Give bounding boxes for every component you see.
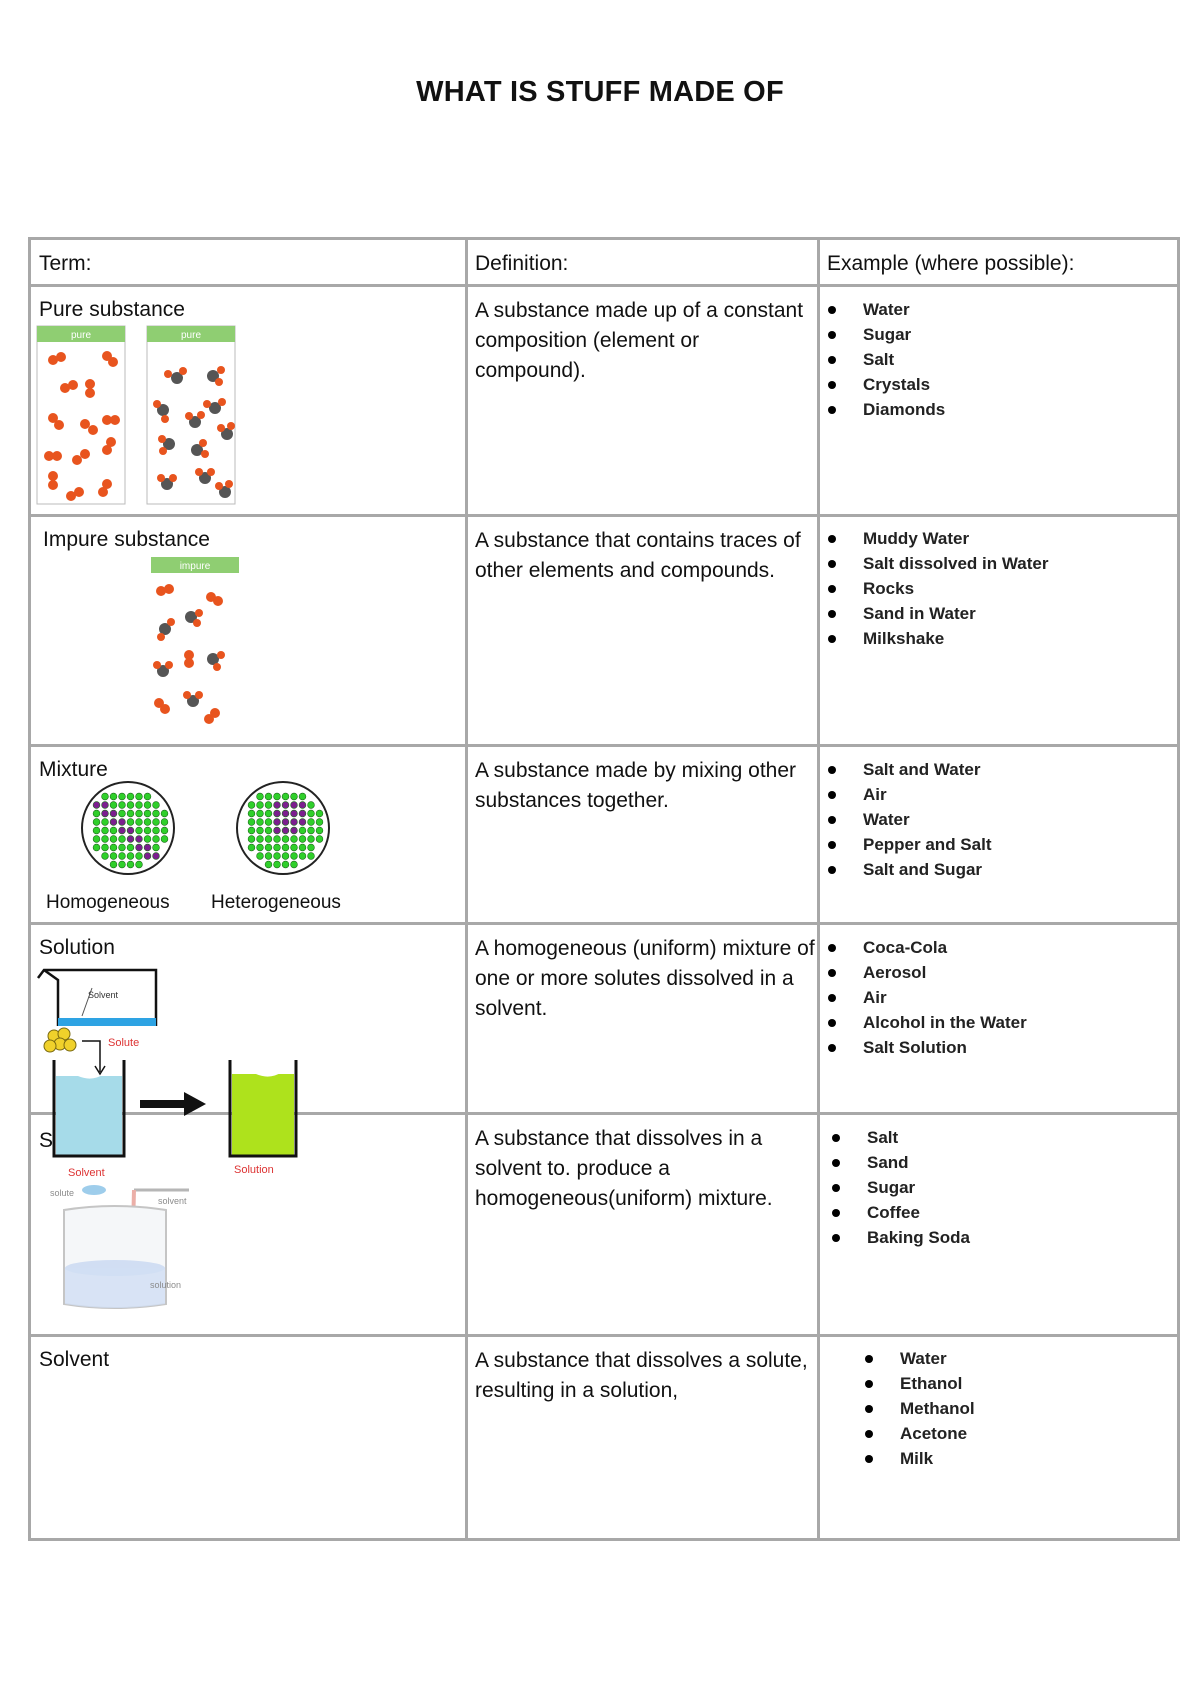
particle <box>127 853 134 860</box>
particle <box>93 836 100 843</box>
particle <box>110 802 117 809</box>
list-item: Salt dissolved in Water <box>823 551 1048 576</box>
particle <box>153 836 160 843</box>
particle <box>274 802 281 809</box>
particle <box>308 844 315 851</box>
particle <box>119 844 126 851</box>
term-label: Mixture <box>39 758 108 781</box>
particle <box>299 827 306 834</box>
solute-balls <box>44 1028 76 1052</box>
particle <box>282 793 289 800</box>
particle <box>257 802 264 809</box>
table-row <box>28 747 1180 925</box>
table-row <box>28 1337 1180 1541</box>
particle <box>248 802 255 809</box>
particle <box>282 827 289 834</box>
particle <box>257 844 264 851</box>
particle <box>119 802 126 809</box>
heterogeneous-particles <box>248 793 323 868</box>
particle <box>102 793 109 800</box>
list-item: Sand <box>827 1150 970 1175</box>
particle <box>119 819 126 826</box>
particle <box>265 827 272 834</box>
particle <box>110 861 117 868</box>
particle <box>291 793 298 800</box>
list-item: Sugar <box>823 322 945 347</box>
particle <box>291 819 298 826</box>
list-item: Rocks <box>823 576 1048 601</box>
particle <box>161 827 168 834</box>
list-item: Pepper and Salt <box>823 832 991 857</box>
particle <box>291 853 298 860</box>
list-item: Acetone <box>860 1421 975 1446</box>
example-cell <box>817 925 1180 1115</box>
particle <box>265 861 272 868</box>
particle <box>127 793 134 800</box>
particle <box>282 810 289 817</box>
list-item: Salt Solution <box>823 1035 1027 1060</box>
mixture-diagram <box>41 783 371 943</box>
solvent-caption: solvent <box>158 1196 187 1206</box>
list-item: Muddy Water <box>823 526 1048 551</box>
list-item: Diamonds <box>823 397 945 422</box>
particle <box>127 861 134 868</box>
list-item: Salt and Sugar <box>823 857 991 882</box>
homogeneous-label: Homogeneous <box>46 892 170 913</box>
particle <box>299 836 306 843</box>
particle <box>161 810 168 817</box>
term-label: Solution <box>39 936 115 959</box>
list-item: Air <box>823 985 1027 1010</box>
particle <box>248 827 255 834</box>
term-cell <box>28 287 468 517</box>
particle <box>274 810 281 817</box>
example-list <box>827 1125 970 1250</box>
term-label: Pure substance <box>39 298 185 321</box>
particle <box>299 844 306 851</box>
particle <box>119 861 126 868</box>
list-item: Methanol <box>860 1396 975 1421</box>
particle <box>144 853 151 860</box>
particle <box>127 844 134 851</box>
solution-label: Solution <box>234 1164 274 1176</box>
list-item: Water <box>860 1346 975 1371</box>
definition-cell <box>465 1337 820 1541</box>
particle <box>282 861 289 868</box>
particle <box>127 836 134 843</box>
header-definition: Definition: <box>475 252 569 275</box>
definition-cell <box>465 287 820 517</box>
particle <box>102 802 109 809</box>
term-label: S <box>39 1129 54 1152</box>
particle <box>257 827 264 834</box>
particle <box>144 793 151 800</box>
header-term: Term: <box>39 252 92 275</box>
particle <box>102 827 109 834</box>
list-item: Air <box>823 782 991 807</box>
header-cell-term <box>28 237 468 287</box>
particle <box>316 836 323 843</box>
definition-text: A substance made up of a constant composition (element or compound). <box>475 299 804 382</box>
particle <box>299 793 306 800</box>
particle <box>93 844 100 851</box>
particle <box>136 810 143 817</box>
particle <box>274 819 281 826</box>
particle <box>119 810 126 817</box>
particle <box>110 836 117 843</box>
particle <box>274 827 281 834</box>
particle <box>265 853 272 860</box>
particle <box>153 844 160 851</box>
particle <box>119 853 126 860</box>
particle <box>257 810 264 817</box>
solvent-label-top: Solvent <box>88 990 119 1000</box>
particle <box>282 853 289 860</box>
definition-text: A substance that contains traces of other elements and compounds. <box>475 529 801 582</box>
particle <box>257 853 264 860</box>
particle <box>136 853 143 860</box>
particle <box>153 819 160 826</box>
table-row <box>28 517 1180 747</box>
particle <box>153 802 160 809</box>
particle <box>102 836 109 843</box>
term-label: Impure substance <box>43 528 210 551</box>
example-list <box>823 526 1048 651</box>
particle <box>265 836 272 843</box>
list-item: Salt and Water <box>823 757 991 782</box>
header-example: Example (where possible): <box>827 252 1075 275</box>
particle <box>102 844 109 851</box>
particle <box>110 853 117 860</box>
particle <box>308 853 315 860</box>
particle <box>265 810 272 817</box>
list-item: Salt <box>823 347 945 372</box>
list-item: Sugar <box>827 1175 970 1200</box>
particle <box>316 827 323 834</box>
list-item: Milkshake <box>823 626 1048 651</box>
particle <box>291 810 298 817</box>
impure-label: impure <box>179 561 211 572</box>
particle <box>248 844 255 851</box>
particle <box>308 819 315 826</box>
particle <box>282 802 289 809</box>
term-cell <box>28 517 468 747</box>
particle <box>274 853 281 860</box>
list-item: Salt <box>827 1125 970 1150</box>
particle <box>274 844 281 851</box>
list-item: Alcohol in the Water <box>823 1010 1027 1035</box>
particle <box>299 853 306 860</box>
particle <box>291 802 298 809</box>
solute-label: Solute <box>108 1037 140 1049</box>
particle <box>308 836 315 843</box>
particle <box>110 819 117 826</box>
list-item: Crystals <box>823 372 945 397</box>
particle <box>265 802 272 809</box>
definition-text: A homogeneous (uniform) mixture of one or more solutes dissolved in a solvent. <box>475 937 815 1020</box>
pure-substance-diagram <box>37 326 237 506</box>
definition-cell <box>465 925 820 1115</box>
particle <box>153 853 160 860</box>
particle <box>136 827 143 834</box>
grey-molecules <box>153 366 235 498</box>
list-item: Aerosol <box>823 960 1027 985</box>
particle <box>110 793 117 800</box>
particle <box>144 810 151 817</box>
definition-text: A substance that dissolves a solute, resulting in a solution, <box>475 1349 808 1402</box>
particle <box>265 844 272 851</box>
particle <box>119 793 126 800</box>
particle <box>274 836 281 843</box>
particle <box>282 836 289 843</box>
particle <box>274 793 281 800</box>
particle <box>93 827 100 834</box>
example-list <box>823 757 991 882</box>
particle <box>144 819 151 826</box>
example-cell <box>817 1115 1180 1337</box>
particle <box>308 827 315 834</box>
particle <box>136 793 143 800</box>
particle <box>102 810 109 817</box>
example-list <box>823 935 1027 1060</box>
particle <box>265 819 272 826</box>
particle <box>127 802 134 809</box>
particle <box>257 836 264 843</box>
example-list <box>860 1346 975 1471</box>
particle <box>299 802 306 809</box>
particle <box>144 827 151 834</box>
particle <box>93 810 100 817</box>
table-row <box>28 287 1180 517</box>
particle <box>144 802 151 809</box>
particle <box>93 802 100 809</box>
heterogeneous-label: Heterogeneous <box>211 892 341 913</box>
particle <box>136 819 143 826</box>
particle <box>110 827 117 834</box>
particle <box>110 844 117 851</box>
list-item: Coca-Cola <box>823 935 1027 960</box>
particle <box>308 810 315 817</box>
pure-label-1: pure <box>70 330 92 341</box>
particle <box>127 827 134 834</box>
particle <box>136 802 143 809</box>
particle <box>291 827 298 834</box>
particle <box>291 836 298 843</box>
list-item: Water <box>823 807 991 832</box>
particle <box>136 836 143 843</box>
particle <box>299 810 306 817</box>
particle <box>282 819 289 826</box>
definition-cell <box>465 1115 820 1337</box>
particle <box>299 819 306 826</box>
example-list <box>823 297 945 422</box>
list-item: Sand in Water <box>823 601 1048 626</box>
solute-caption: solute <box>50 1188 75 1198</box>
example-cell <box>817 1337 1180 1541</box>
particle <box>282 844 289 851</box>
term-cell <box>28 747 468 925</box>
particle <box>316 810 323 817</box>
definition-cell <box>465 517 820 747</box>
list-item: Water <box>823 297 945 322</box>
term-label: Solvent <box>39 1348 110 1371</box>
particle <box>93 819 100 826</box>
impure-substance-diagram <box>151 557 261 737</box>
particle <box>248 836 255 843</box>
particle <box>257 793 264 800</box>
particle <box>308 802 315 809</box>
particle <box>127 810 134 817</box>
particle <box>274 861 281 868</box>
term-cell <box>28 1337 468 1541</box>
example-cell <box>817 517 1180 747</box>
solution-diagram <box>34 968 364 1328</box>
dissolving-beaker <box>50 1185 189 1308</box>
particle <box>136 861 143 868</box>
particle <box>144 836 151 843</box>
particle <box>248 819 255 826</box>
particle <box>102 819 109 826</box>
particle <box>119 827 126 834</box>
particle <box>153 827 160 834</box>
definition-text: A substance made by mixing other substances together. <box>475 759 797 812</box>
list-item: Baking Soda <box>827 1225 970 1250</box>
particle <box>144 844 151 851</box>
definition-cell <box>465 747 820 925</box>
header-cell-example <box>817 237 1180 287</box>
particle <box>161 836 168 843</box>
particle <box>316 819 323 826</box>
particle <box>265 793 272 800</box>
particle <box>248 810 255 817</box>
table-header-row <box>28 237 1180 287</box>
example-cell <box>817 287 1180 517</box>
particle <box>291 861 298 868</box>
particle <box>153 810 160 817</box>
header-cell-definition <box>465 237 820 287</box>
solution-caption: solution <box>150 1280 182 1290</box>
particle <box>102 853 109 860</box>
list-item: Milk <box>860 1446 975 1471</box>
particle <box>161 819 168 826</box>
definition-text: A substance that dissolves in a solvent to. produce a homogeneous(uniform) mixture. <box>475 1127 773 1210</box>
particle <box>291 844 298 851</box>
pure-label-2: pure <box>180 330 202 341</box>
orange-molecules <box>44 351 120 501</box>
particle <box>119 836 126 843</box>
particle <box>110 810 117 817</box>
homogeneous-particles <box>93 793 168 868</box>
list-item: Coffee <box>827 1200 970 1225</box>
solvent-label-bottom: Solvent <box>68 1167 105 1179</box>
particle <box>257 819 264 826</box>
list-item: Ethanol <box>860 1371 975 1396</box>
example-cell <box>817 747 1180 925</box>
particle <box>127 819 134 826</box>
particle <box>136 844 143 851</box>
page-title: WHAT IS STUFF MADE OF <box>416 76 784 108</box>
